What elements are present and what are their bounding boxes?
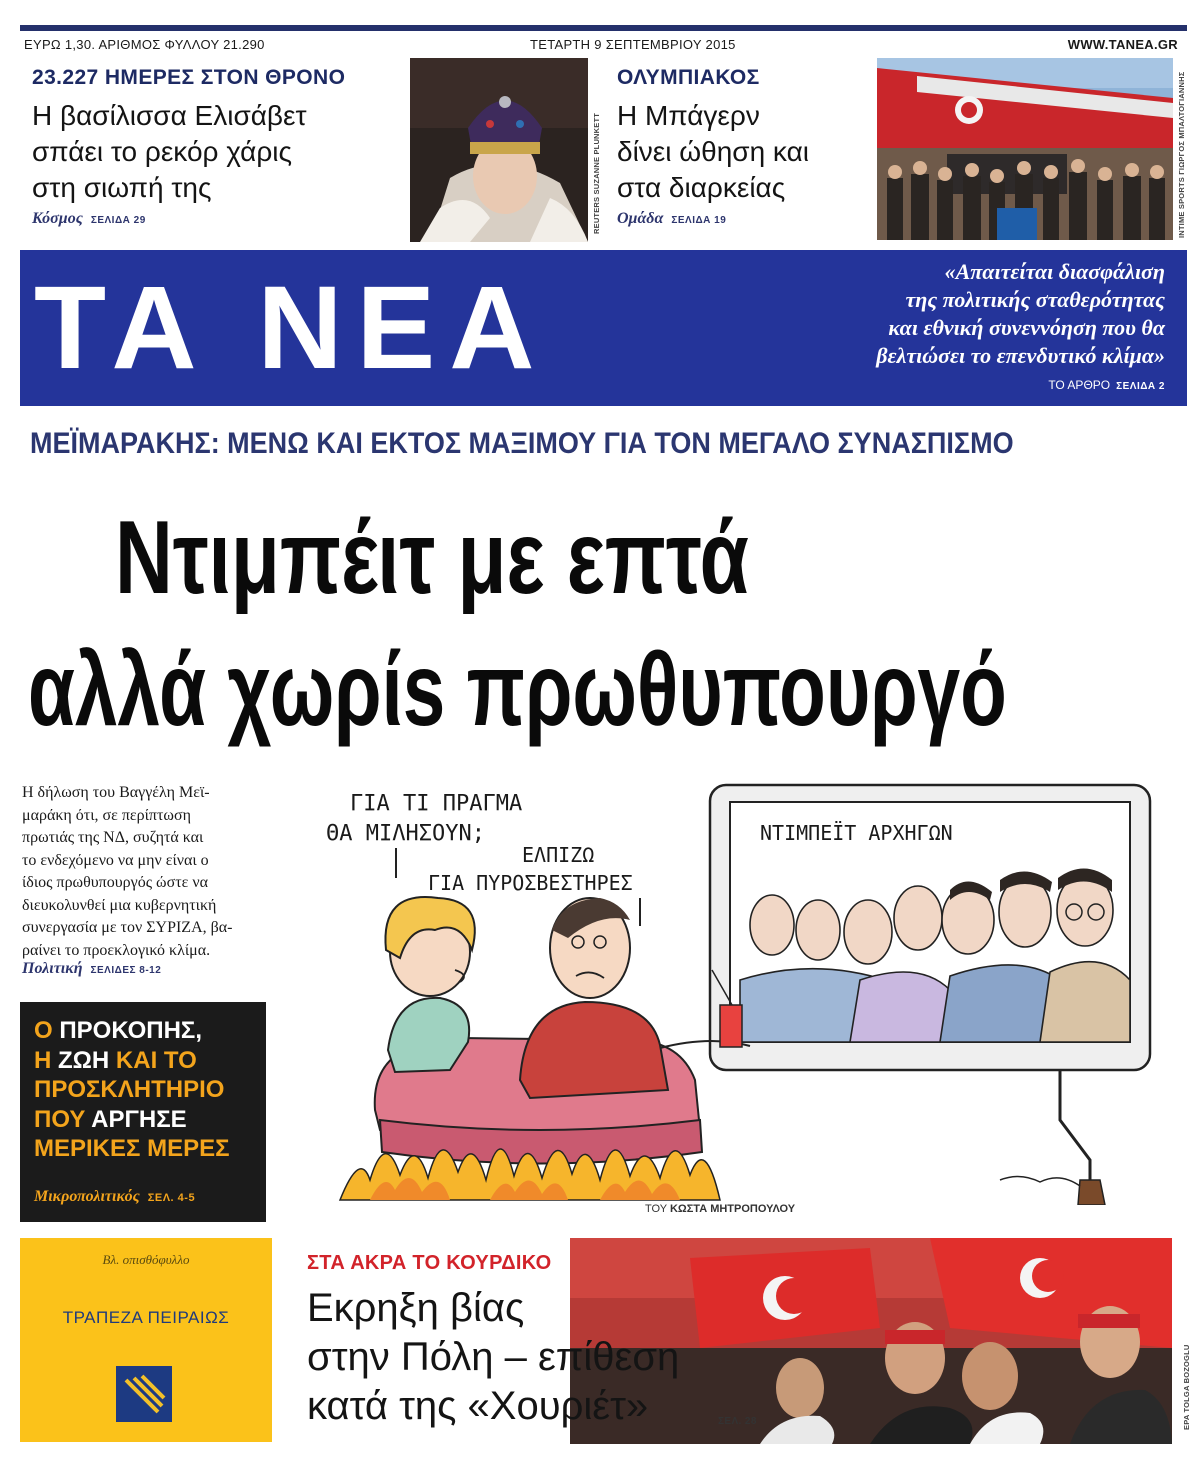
teaser-olympiakos[interactable] (605, 58, 1187, 240)
box-line: Ο ΠΡΟΚΟΠΗΣ, (34, 1017, 202, 1044)
photo-credit: INTIME SPORTS ΓΙΩΡΓΟΣ ΜΠΑΛΤΟΓΙΑΝΝΗΣ (1177, 71, 1186, 238)
teaser-queen[interactable] (20, 58, 600, 240)
editorial-quote: «Απαιτείται διασφάλιση της πολιτικής σταθερότητας και εθνική συνεννόηση που θα βελτιώσει το επενδυτικό κλίμα» (876, 259, 1165, 368)
bubble-1-line-1: ΓΙΑ ΤΙ ΠΡΑΓΜΑ (350, 791, 523, 816)
teaser-section: Κόσμος ΣΕΛΙΔΑ 29 (32, 210, 146, 227)
photo-credit: REUTERS SUZANNE PLUNKETT (592, 112, 601, 234)
main-headline-line-1[interactable]: Ντιμπέιτ με επτά (115, 500, 749, 616)
lead-section-ref[interactable]: Πολιτική ΣΕΛΙΔΕΣ 8-12 (22, 960, 162, 977)
stadium-photo (877, 58, 1173, 240)
cartoon-credit: ΤΟΥ ΚΩΣΤΑ ΜΗΤΡΟΠΟΥΛΟΥ (645, 1203, 796, 1215)
ad-note: Βλ. οπισθόφυλλο (102, 1252, 190, 1267)
queen-photo (410, 58, 588, 242)
bottom-page-ref: ΣΕΛ. 28 (718, 1416, 757, 1427)
teaser-headline: Η Μπάγερν δίνει ώθηση και στα διαρκείας (617, 100, 809, 203)
box-line: ΠΟΥ ΑΡΓΗΣΕ (34, 1105, 187, 1133)
main-kicker: ΜΕΪΜΑΡΑΚΗΣ: ΜΕΝΩ ΚΑΙ ΕΚΤΟΣ ΜΑΞΙΜΟΥ ΓΙΑ ΤΟΝ ΜΕΓΑΛΟ ΣΥΝΑΣΠΙΣΜΟ (30, 427, 1014, 460)
box-line: Η ΖΩΗ ΚΑΙ ΤΟ (34, 1046, 197, 1074)
issue-date: ΤΕΤΑΡΤΗ 9 ΣΕΠΤΕΜΒΡΙΟΥ 2015 (530, 37, 736, 52)
political-cartoon (300, 780, 1180, 1205)
ad-bank-name: ΤΡΑΠΕΖΑ ΠΕΙΡΑΙΩΣ (62, 1308, 230, 1327)
bubble-2-line-1: ΕΛΠΙΖΩ (522, 843, 595, 867)
website-link[interactable]: WWW.TANEA.GR (1067, 37, 1178, 52)
box-headline (34, 1016, 230, 1164)
box-line: ΜΕΡΙΚΕΣ ΜΕΡΕΣ (34, 1135, 230, 1162)
masthead (20, 250, 1187, 406)
lead-story-body: Η δήλωση του Βαγγέλη Μεϊ- μαράκη ότι, σε περίπτωση πρωτιάς της ΝΔ, συζητά και το ενδεχόμενο να μην είναι ο ίδιος πρωθυπουργός ώστε να διευκολυνθεί μια κυβερνητική συνεργασία με τον ΣΥΡΙΖΑ, βα- ραίνει το προεκλογικό κλίμα. (22, 784, 233, 959)
teaser-headline: Η βασίλισσα Ελισάβετ σπάει το ρεκόρ χάρις στη σιωπή της (32, 100, 307, 203)
teaser-section: Ομάδα ΣΕΛΙΔΑ 19 (617, 210, 727, 227)
top-rule (20, 25, 1187, 31)
box-section-ref: Μικροπολιτικός ΣΕΛ. 4-5 (34, 1188, 196, 1205)
bubble-2-line-2: ΓΙΑ ΠΥΡΟΣΒΕΣΤΗΡΕΣ (428, 871, 633, 895)
box-line: ΠΡΟΣΚΛΗΤΗΡΙΟ (34, 1076, 225, 1103)
price-issue-number: ΕΥΡΩ 1,30. ΑΡΙΘΜΟΣ ΦΥΛΛΟΥ 21.290 (24, 37, 265, 52)
tv-caption: ΝΤΙΜΠΕΪΤ ΑΡΧΗΓΩΝ (760, 821, 953, 845)
microplitikos-box[interactable] (20, 1002, 266, 1222)
bubble-1-line-2: ΘΑ ΜΙΛΗΣΟΥΝ; (326, 821, 485, 846)
bottom-headline[interactable]: Εκρηξη βίας στην Πόλη – επίθεση κατά της «Χουριέτ» (307, 1286, 680, 1428)
teaser-kicker: ΟΛΥΜΠΙΑΚΟΣ (617, 66, 760, 89)
bottom-kicker: ΣΤΑ ΑΚΡΑ ΤΟ ΚΟΥΡΔΙΚΟ (307, 1252, 552, 1274)
main-headline-line-2[interactable]: αλλά χωρίs πρωθυπουργό (28, 632, 1007, 748)
editorial-source[interactable]: ΤΟ ΑΡΘΡΟ ΣΕΛΙΔΑ 2 (1048, 378, 1165, 392)
newspaper-logo[interactable]: ΤΑ ΝΕΑ (34, 262, 549, 394)
teaser-kicker: 23.227 ΗΜΕΡΕΣ ΣΤΟΝ ΘΡΟΝΟ (32, 66, 346, 89)
bank-logo-icon (116, 1366, 172, 1422)
photo-credit: EPA TOLGA BOZOGLU (1182, 1344, 1191, 1430)
bank-ad[interactable] (20, 1238, 272, 1442)
